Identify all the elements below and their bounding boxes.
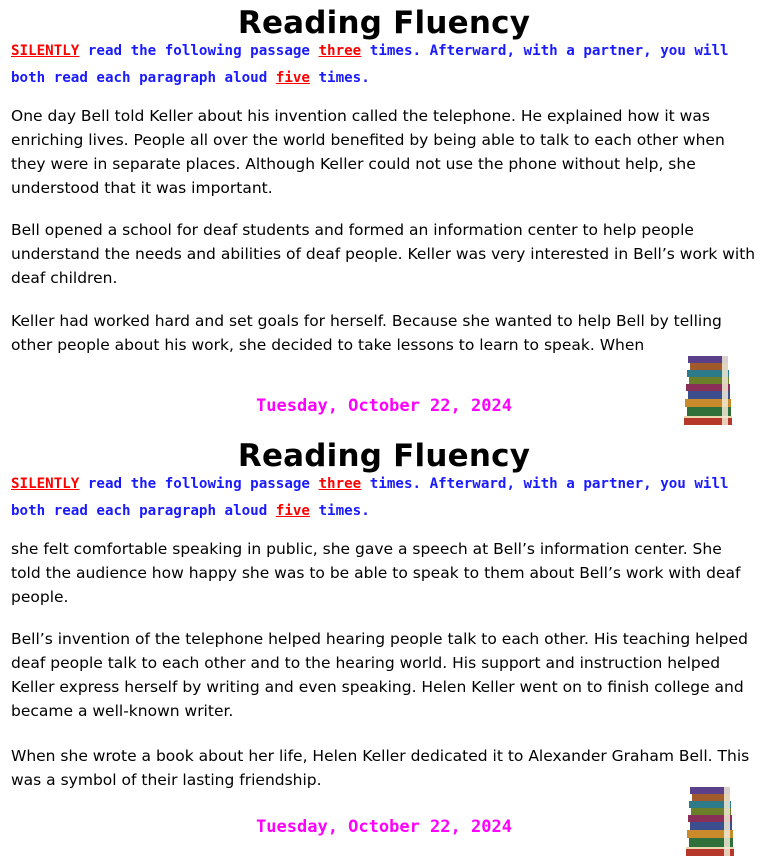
emphasis-five: five bbox=[275, 503, 310, 519]
book-stack-icon bbox=[684, 785, 738, 857]
instructions bbox=[11, 38, 751, 92]
date-footer: Tuesday, October 22, 2024 bbox=[256, 817, 512, 837]
passage-paragraph-2: Bell opened a school for deaf students and formed an information center to help people understand the needs and abilities of deaf people. Keller was very interested in Bell’s work with deaf children. bbox=[11, 221, 756, 287]
instruction-text: times. Afterward, with a partner, you will both read each paragraph aloud bbox=[11, 43, 729, 86]
emphasis-silently: SILENTLY bbox=[11, 43, 80, 59]
slide-title: Reading Fluency bbox=[237, 438, 531, 474]
passage-paragraph-3: Keller had worked hard and set goals for herself. Because she wanted to help Bell by telling other people about his work, she decided to take lessons to learn to speak. When bbox=[11, 312, 722, 354]
passage-paragraph-3: When she wrote a book about her life, Helen Keller dedicated it to Alexander Graham Bell. This was a symbol of their lasting friendship. bbox=[11, 747, 750, 789]
emphasis-silently: SILENTLY bbox=[11, 476, 80, 492]
passage-paragraph-1: she felt comfortable speaking in public, she gave a speech at Bell’s information center. She told the audience how happy she was to be able to speak to them about Bell’s work with deaf people. bbox=[11, 540, 741, 606]
instruction-text: read the following passage bbox=[79, 476, 319, 492]
instruction-text: read the following passage bbox=[79, 43, 319, 59]
emphasis-five: five bbox=[275, 70, 310, 86]
date-footer: Tuesday, October 22, 2024 bbox=[256, 396, 512, 416]
emphasis-three: three bbox=[318, 476, 362, 492]
passage-paragraph-1: One day Bell told Keller about his invention called the telephone. He explained how it was enriching lives. People all over the world benefited by being able to talk to each other when they were in separate places. Although Keller could not use the phone without help, she understood that it was important. bbox=[11, 107, 725, 197]
instruction-text: times. Afterward, with a partner, you will both read each paragraph aloud bbox=[11, 476, 729, 519]
slide-title: Reading Fluency bbox=[237, 5, 531, 41]
book-stack-icon bbox=[682, 354, 736, 426]
emphasis-three: three bbox=[318, 43, 362, 59]
instruction-text: times. bbox=[309, 503, 370, 519]
slide-2 bbox=[0, 433, 768, 866]
instruction-text: times. bbox=[309, 70, 370, 86]
passage-paragraph-2: Bell’s invention of the telephone helped hearing people talk to each other. His teaching helped deaf people talk to each other and to the hearing world. His support and instruction helped Keller express herself by writing and even speaking. Helen Keller went on to finish college and became a well-known writer. bbox=[11, 630, 749, 720]
instructions bbox=[11, 471, 751, 525]
